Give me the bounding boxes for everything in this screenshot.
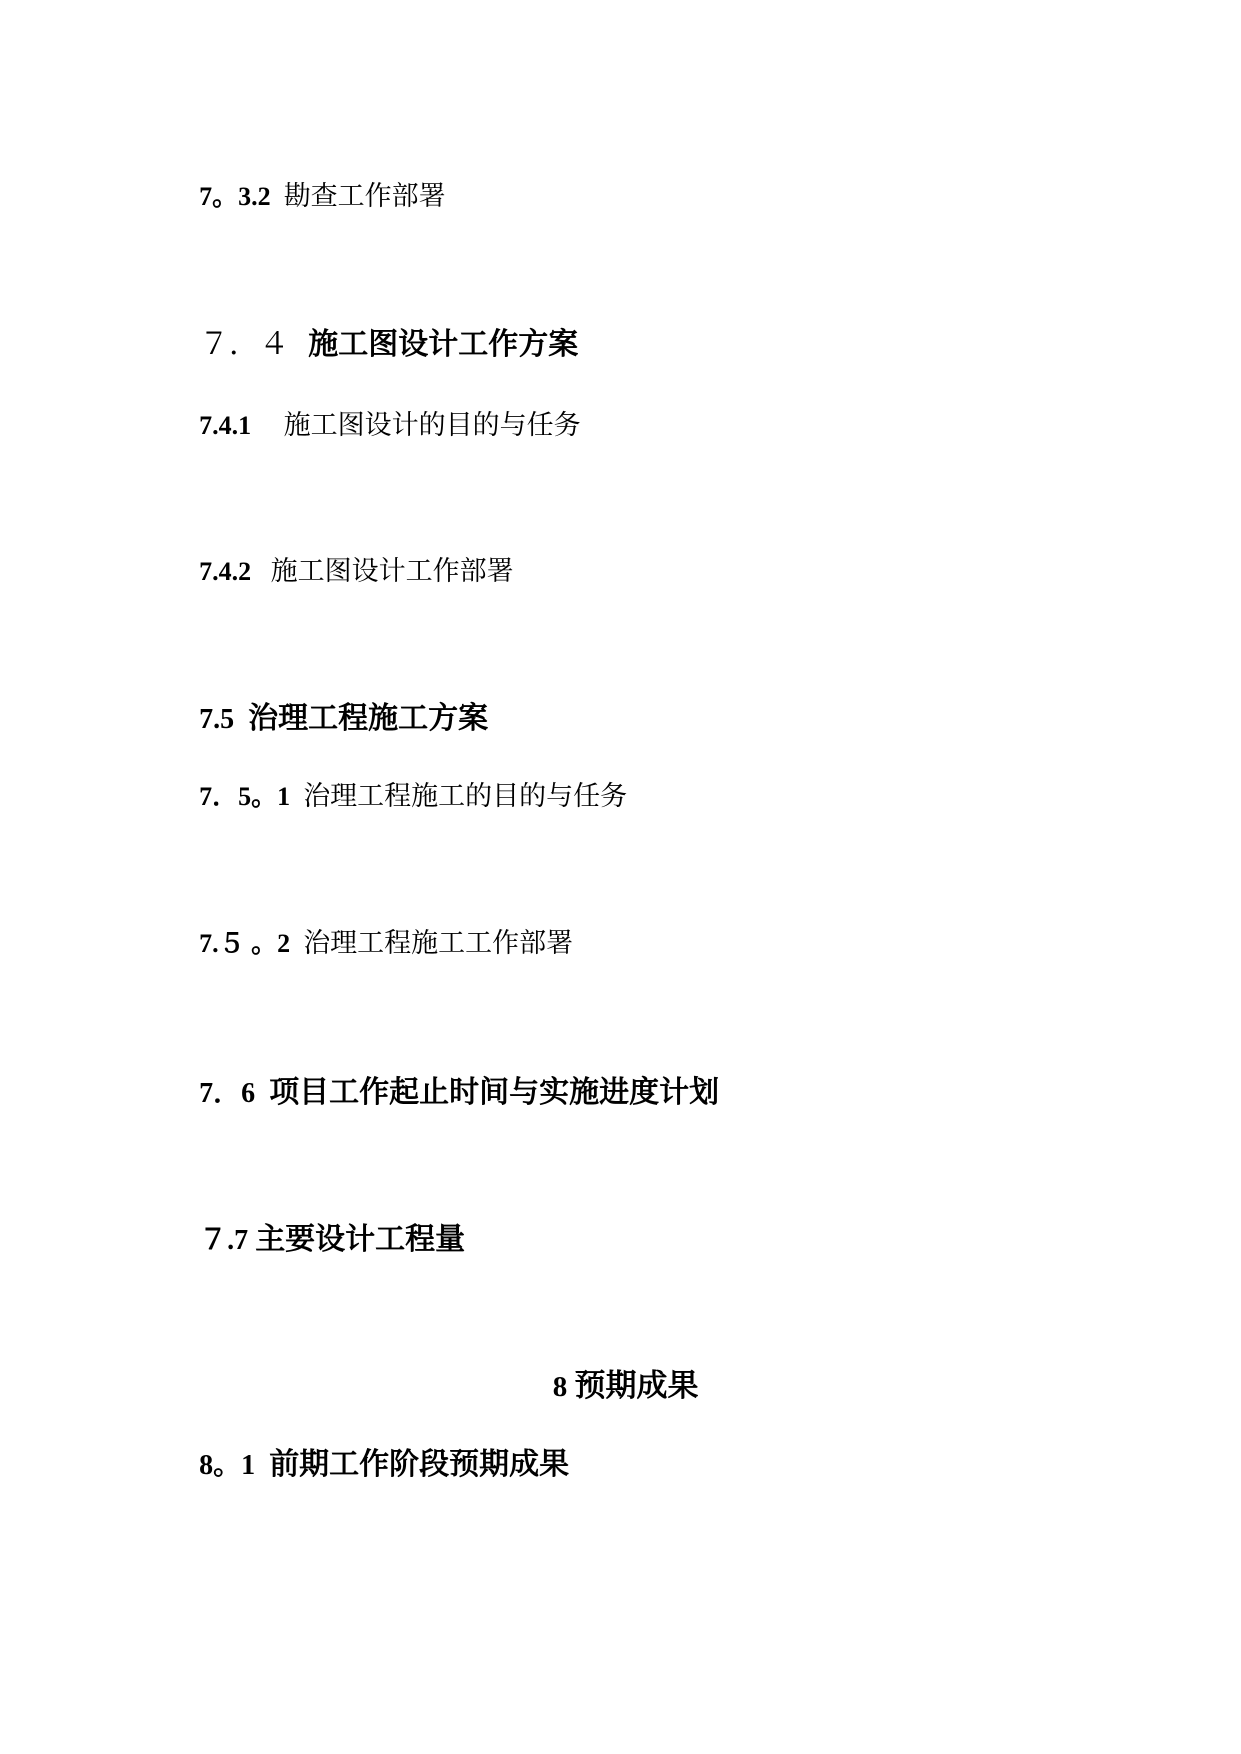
- heading-number: 7。3.2: [199, 182, 284, 211]
- heading-text: 勘查工作部署: [283, 181, 446, 212]
- heading-7-4-2: [189, 542, 514, 585]
- heading-number: 8: [552, 1371, 575, 1403]
- heading-text: 施工图设计工作方案: [308, 327, 579, 362]
- heading-number: 7．6: [199, 1078, 270, 1109]
- heading-7-7: [189, 1209, 465, 1255]
- heading-7-5-1: [189, 767, 627, 810]
- heading-number: 7.4.2: [199, 557, 271, 586]
- heading-text: 治理工程施工工作部署: [303, 928, 574, 959]
- heading-text: 主要设计工程量: [255, 1222, 466, 1257]
- heading-7-6: [189, 1062, 719, 1108]
- heading-number: ７.7: [199, 1225, 256, 1256]
- heading-text: 施工图设计的目的与任务: [283, 410, 581, 441]
- heading-7-5: [189, 688, 488, 734]
- heading-text: 预期成果: [574, 1368, 699, 1404]
- heading-number: 7.4.1: [199, 411, 284, 440]
- heading-7-4-1: [189, 396, 581, 439]
- heading-text: 治理工程施工方案: [248, 701, 489, 736]
- heading-number: 7．5。1: [199, 782, 304, 811]
- heading-text: 项目工作起止时间与实施进度计划: [269, 1075, 720, 1110]
- heading-8-1: [189, 1434, 569, 1480]
- chapter-title-8: [0, 1355, 1241, 1402]
- heading-text: 前期工作阶段预期成果: [269, 1447, 570, 1482]
- heading-7-3-2: [189, 167, 446, 210]
- heading-7-4: [189, 314, 578, 360]
- heading-number: 7.5: [199, 704, 249, 735]
- heading-7-5-2: [189, 914, 573, 957]
- heading-number: ７．４: [199, 327, 309, 362]
- heading-text: 治理工程施工的目的与任务: [303, 781, 628, 812]
- heading-number: 8。1: [199, 1450, 270, 1481]
- heading-text: 施工图设计工作部署: [270, 556, 514, 587]
- heading-number: 7.５ 。2: [199, 929, 304, 958]
